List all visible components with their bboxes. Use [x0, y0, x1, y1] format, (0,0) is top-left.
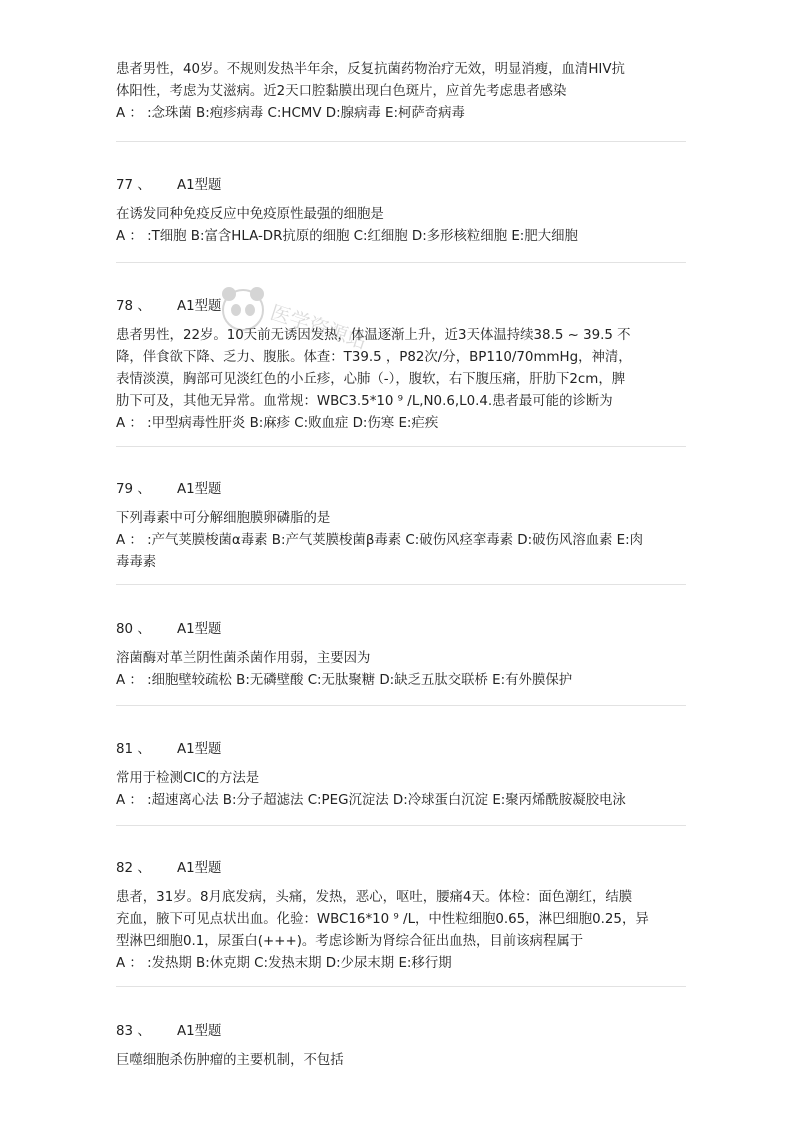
question-82	[116, 859, 686, 975]
question-number: 82	[116, 861, 134, 876]
question-stem-line: 体阳性，考虑为艾滋病。近2天口腔黏膜出现白色斑片，应首先考虑患者感染	[116, 84, 567, 99]
question-77	[116, 176, 686, 248]
question-stem-line: 患者男性，22岁。10天前无诱因发热，体温逐渐上升，近3天体温持续38.5 ~ 39.5 不	[116, 328, 631, 343]
divider	[116, 705, 686, 706]
question-number: 83	[116, 1024, 134, 1039]
question-stem-line: 肋下可及，其他无异常。血常规：WBC3.5*10 ⁹ /L,N0.6,L0.4.患者最可能的诊断为	[116, 394, 613, 409]
question-type: A1型题	[176, 482, 222, 497]
question-stem: 常用于检测CIC的方法是	[116, 771, 260, 786]
question-header: 77 、 A1型题	[116, 178, 222, 193]
question-number: 77	[116, 178, 134, 193]
divider	[116, 446, 686, 447]
answer-options: A ： :T细胞 B:富含HLA-DR抗原的细胞 C:红细胞 D:多形核粒细胞 E:肥大细胞	[116, 229, 578, 244]
question-number: 79	[116, 482, 134, 497]
divider	[116, 986, 686, 987]
question-number: 80	[116, 622, 134, 637]
question-stem: 下列毒素中可分解细胞膜卵磷脂的是	[116, 511, 331, 526]
answer-options: A ： :细胞壁较疏松 B:无磷壁酸 C:无肽聚糖 D:缺乏五肽交联桥 E:有外膜保护	[116, 673, 573, 688]
question-type: A1型题	[176, 1024, 222, 1039]
question-type: A1型题	[176, 742, 222, 757]
question-79	[116, 480, 686, 574]
question-type: A1型题	[176, 178, 222, 193]
question-header: 79 、 A1型题	[116, 482, 222, 497]
question-header: 78 、 A1型题	[116, 299, 222, 314]
divider	[116, 584, 686, 585]
question-80	[116, 620, 686, 692]
question-81	[116, 740, 686, 812]
question-stem: 溶菌酶对革兰阴性菌杀菌作用弱，主要因为	[116, 651, 371, 666]
question-header: 82 、 A1型题	[116, 861, 222, 876]
divider	[116, 262, 686, 263]
divider	[116, 141, 686, 142]
answer-options: A ： :甲型病毒性肝炎 B:麻疹 C:败血症 D:伤寒 E:疟疾	[116, 416, 439, 431]
question-stem-line: 患者男性，40岁。不规则发热半年余，反复抗菌药物治疗无效，明显消瘦，血清HIV抗	[116, 62, 625, 77]
question-type: A1型题	[176, 299, 222, 314]
answer-options: A ： :发热期 B:休克期 C:发热末期 D:少尿末期 E:移行期	[116, 956, 452, 971]
answer-options: A ： :念珠菌 B:疱疹病毒 C:HCMV D:腺病毒 E:柯萨奇病毒	[116, 106, 465, 121]
question-header: 81 、 A1型题	[116, 742, 222, 757]
answer-options: A ： :产气荚膜梭菌α毒素 B:产气荚膜梭菌β毒素 C:破伤风痉挛毒素 D:破伤风溶血素 E:肉	[116, 533, 644, 548]
question-stem-line: 降，伴食欲下降、乏力、腹胀。体查：T39.5 ，P82次/分，BP110/70mmHg，神清，	[116, 350, 632, 365]
question-number: 78	[116, 299, 134, 314]
question-stem: 巨噬细胞杀伤肿瘤的主要机制，不包括	[116, 1053, 344, 1068]
question-type: A1型题	[176, 622, 222, 637]
question-header: 80 、 A1型题	[116, 622, 222, 637]
question-stem-line: 充血，腋下可见点状出血。化验：WBC16*10 ⁹ /L，中性粒细胞0.65，淋巴细胞0.25，异	[116, 912, 649, 927]
answer-options: A ： :超速离心法 B:分子超滤法 C:PEG沉淀法 D:冷球蛋白沉淀 E:聚丙烯酰胺凝胶电泳	[116, 793, 626, 808]
question-stem-line: 患者，31岁。8月底发病，头痛，发热，恶心，呕吐，腰痛4天。体检：面色潮红，结膜	[116, 890, 633, 905]
question-78	[116, 297, 686, 435]
question-76	[116, 59, 686, 125]
question-number: 81	[116, 742, 134, 757]
answer-options: 毒毒素	[116, 555, 157, 570]
watermark-text: 医学资源站	[267, 299, 370, 354]
question-type: A1型题	[176, 861, 222, 876]
question-stem-line: 表情淡漠，胸部可见淡红色的小丘疹，心肺（-），腹软，右下腹压痛，肝肋下2cm，脾	[116, 372, 626, 387]
question-stem-line: 型淋巴细胞0.1，尿蛋白(+++)。考虑诊断为肾综合征出血热，目前该病程属于	[116, 934, 584, 949]
divider	[116, 825, 686, 826]
question-header: 83 、 A1型题	[116, 1024, 222, 1039]
question-83	[116, 1022, 686, 1072]
question-stem: 在诱发同种免疫反应中免疫原性最强的细胞是	[116, 207, 384, 222]
